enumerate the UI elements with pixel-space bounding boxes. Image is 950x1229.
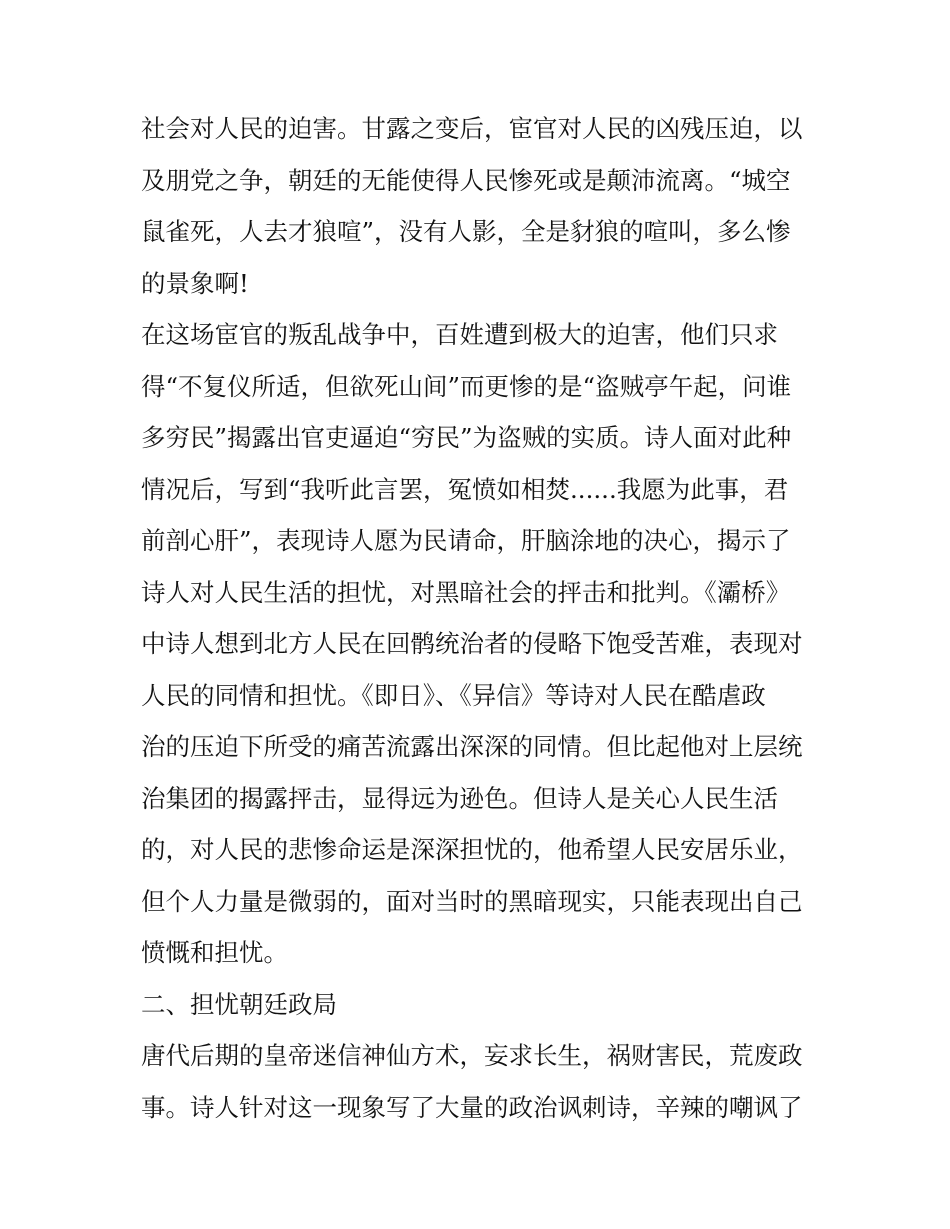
text-line: 鼠雀死，人去才狼喧”，没有人影，全是豺狼的喧叫，多么惨 (141, 217, 791, 246)
text-line: 社会对人民的迫害。甘露之变后，宦官对人民的凶残压迫，以 (141, 114, 803, 143)
text-line: 治的压迫下所受的痛苦流露出深深的同情。但比起他对上层统 (141, 732, 803, 761)
text-line: 多穷民”揭露出官吏逼迫“穷民”为盗贼的实质。诗人面对此种 (141, 423, 792, 452)
text-line: 前剖心肝”，表现诗人愿为民请命，肝脑涂地的决心，揭示了 (141, 526, 791, 555)
text-line: 情况后，写到“我听此言罢，冤愤如相焚......我愿为此事，君 (141, 474, 789, 504)
text-line: 的景象啊! (141, 268, 249, 298)
text-line: 得“不复仪所适，但欲死山间”而更惨的是“盗贼亭午起，问谁 (141, 371, 792, 401)
body-text (141, 103, 821, 1133)
text-line: 治集团的揭露抨击，显得远为逊色。但诗人是关心人民生活 (141, 783, 778, 813)
text-line: 但个人力量是微弱的，面对当时的黑暗现实，只能表现出自己 (141, 886, 803, 916)
text-line: 唐代后期的皇帝迷信神仙方术，妄求长生，祸财害民，荒废政 (141, 1041, 803, 1070)
text-line: 愤慨和担忧。 (141, 938, 288, 967)
text-line: 事。诗人针对这一现象写了大量的政治讽刺诗，辛辣的嘲讽了 (141, 1092, 803, 1122)
text-line: 人民的同情和担忧。《即日》、《异信》等诗对人民在酷虐政 (141, 680, 766, 710)
text-line: 中诗人想到北方人民在回鹘统治者的侵略下饱受苦难，表现对 (141, 629, 803, 658)
text-line: 的，对人民的悲惨命运是深深担忧的，他希望人民安居乐业， (141, 835, 803, 864)
section-heading: 二、担忧朝廷政局 (141, 989, 337, 1019)
text-line: 及朋党之争，朝廷的无能使得人民惨死或是颠沛流离。“城空 (141, 165, 791, 195)
text-line: 诗人对人民生活的担忧，对黑暗社会的抨击和批判。《灞桥》 (141, 577, 791, 607)
text-line: 在这场宦官的叛乱战争中，百姓遭到极大的迫害，他们只求 (141, 320, 778, 349)
